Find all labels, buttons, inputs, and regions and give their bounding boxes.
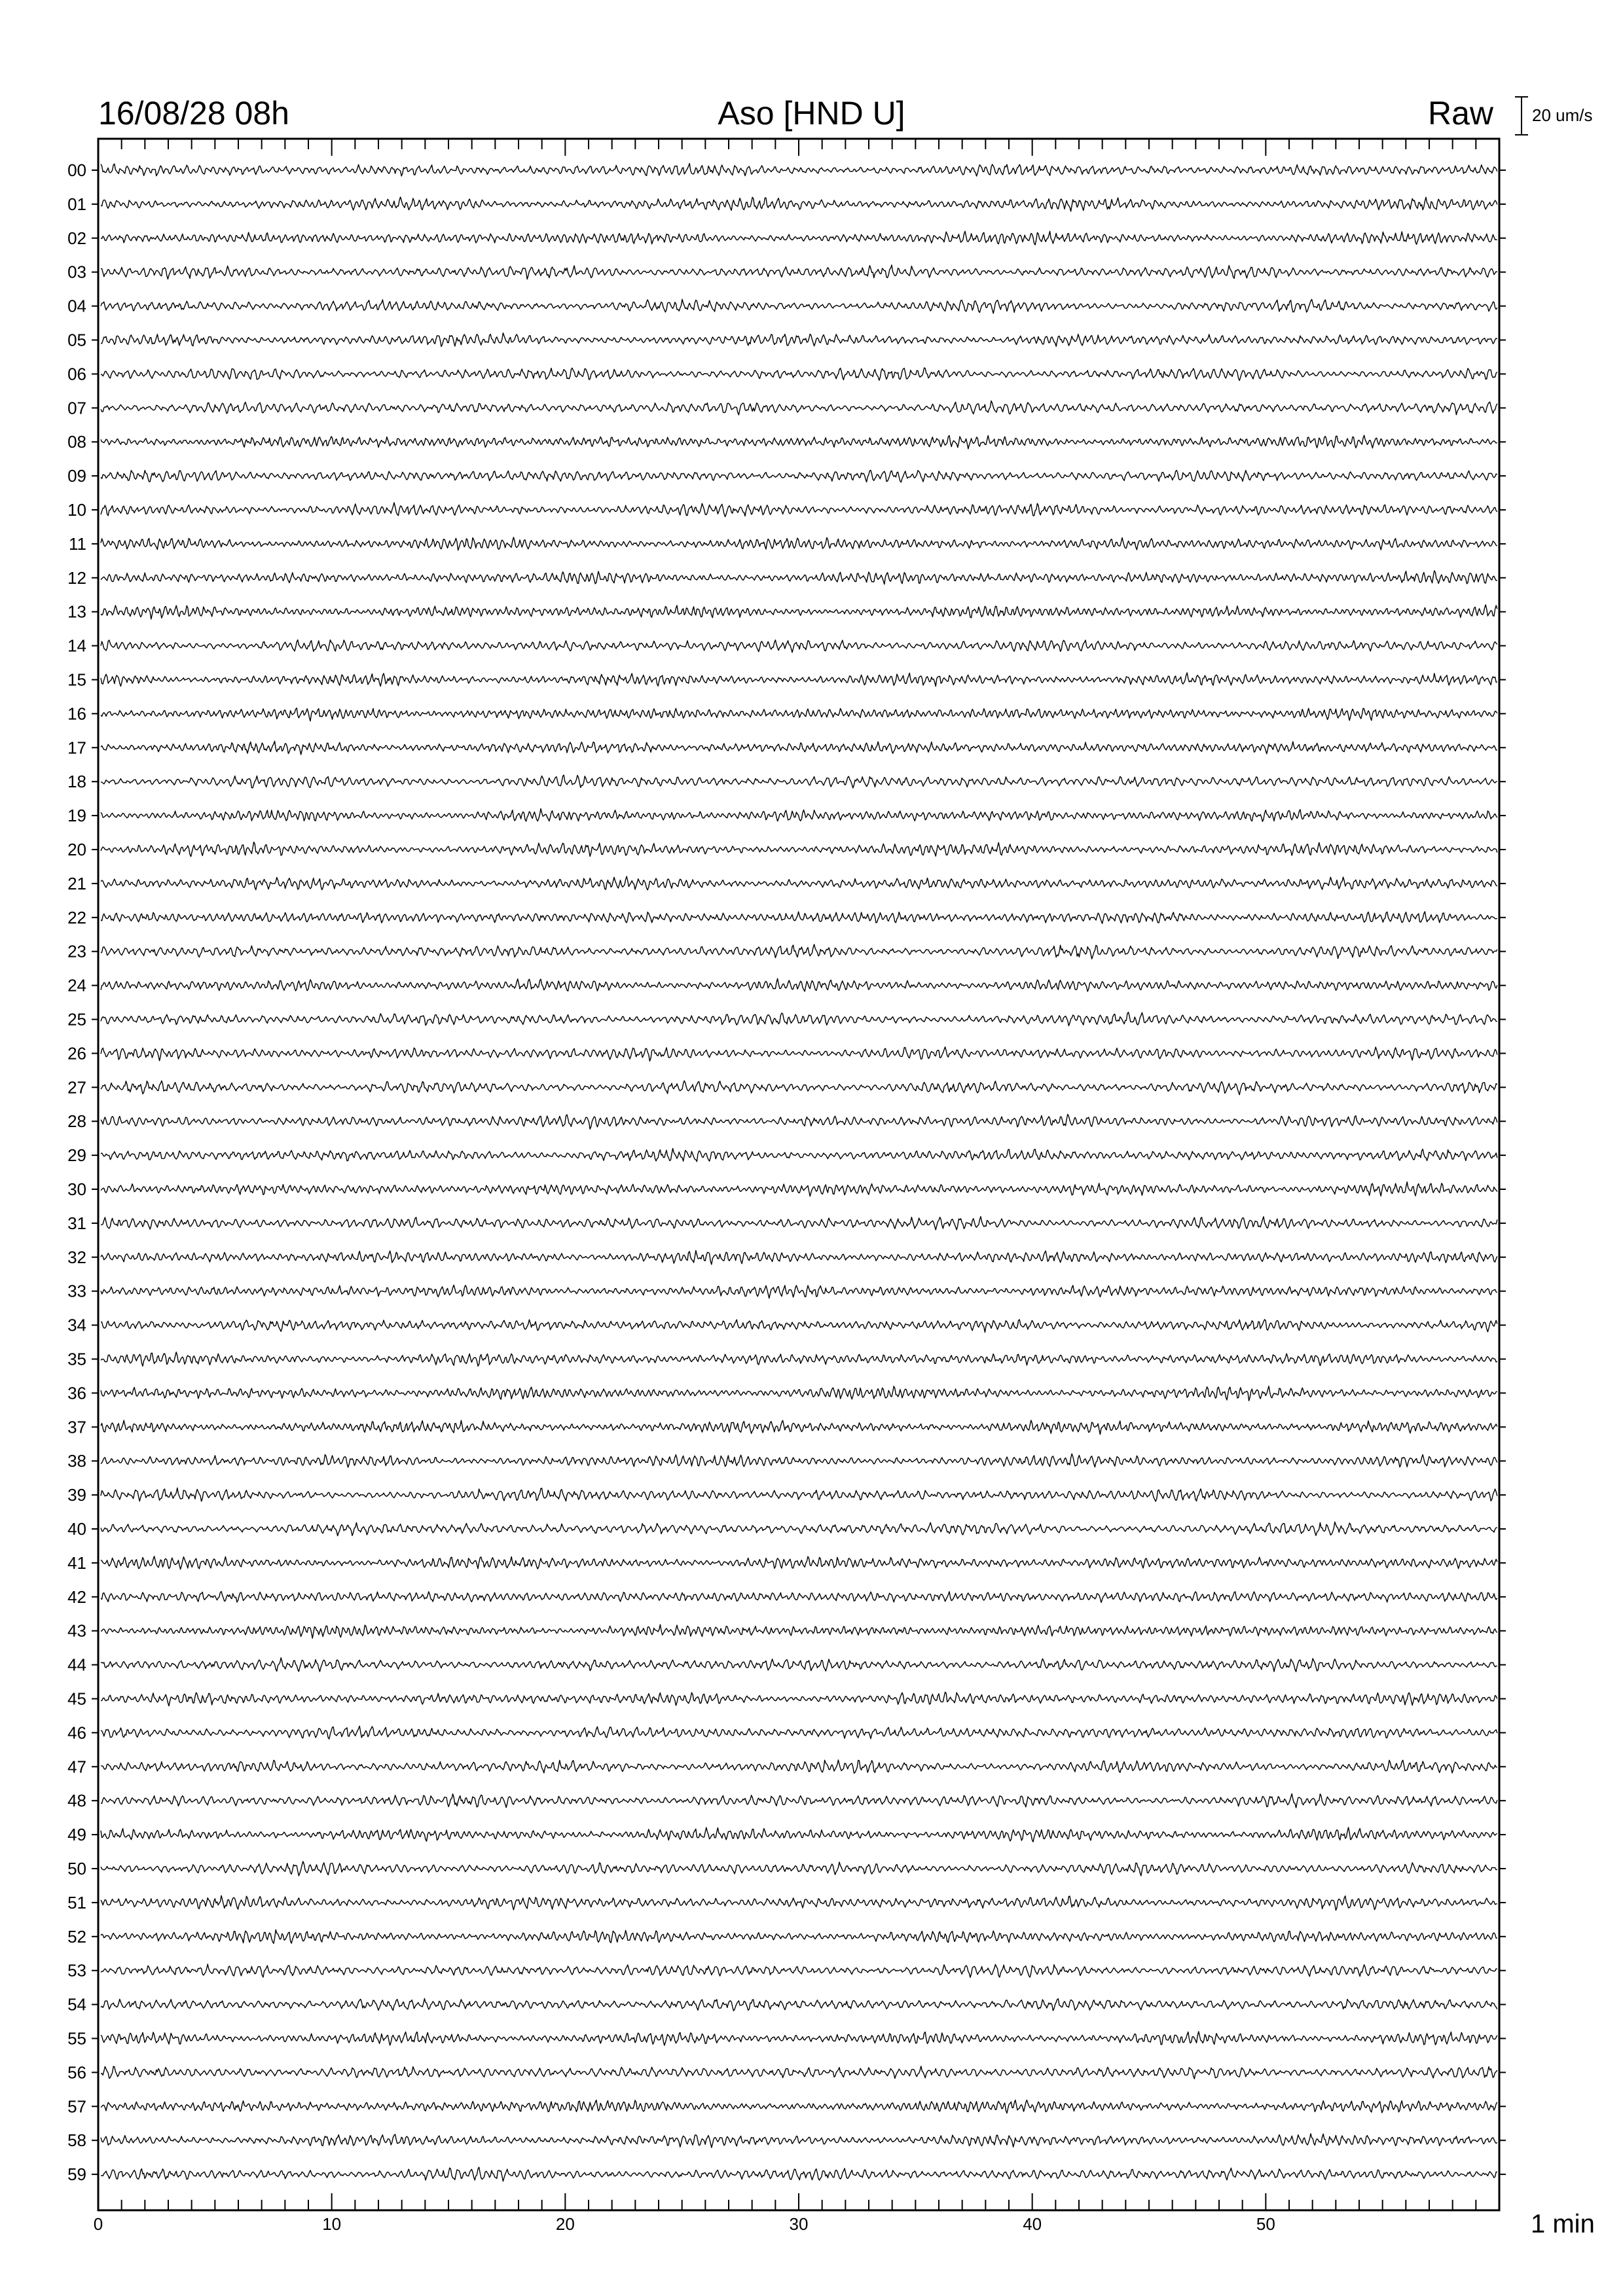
row-label: 36 xyxy=(67,1383,86,1403)
row-label: 38 xyxy=(67,1451,86,1471)
row-label: 42 xyxy=(67,1587,86,1607)
row-label: 01 xyxy=(67,194,86,214)
trace-line xyxy=(101,1319,1497,1333)
row-label: 20 xyxy=(67,840,86,859)
x-tick-label: 20 xyxy=(555,2214,575,2234)
trace-line xyxy=(101,299,1497,314)
trace-line xyxy=(101,944,1497,959)
row-label: 57 xyxy=(67,2096,86,2117)
trace-line xyxy=(101,471,1497,482)
row-label: 40 xyxy=(67,1519,86,1539)
trace-line xyxy=(101,1352,1497,1367)
row-label: 10 xyxy=(67,500,86,520)
trace-line xyxy=(101,197,1497,211)
row-label: 56 xyxy=(67,2062,86,2083)
trace-line xyxy=(101,775,1497,788)
row-label: 46 xyxy=(67,1723,86,1743)
trace-line xyxy=(101,741,1497,755)
row-label: 23 xyxy=(67,941,86,961)
row-label: 13 xyxy=(67,601,86,622)
row-label: 59 xyxy=(67,2164,86,2185)
row-label: 07 xyxy=(67,398,86,418)
row-label: 48 xyxy=(67,1791,86,1811)
row-label: 52 xyxy=(67,1926,86,1946)
row-label: 26 xyxy=(67,1043,86,1064)
row-label: 49 xyxy=(67,1825,86,1845)
trace-line xyxy=(101,1624,1497,1638)
x-axis-ticks xyxy=(94,139,1499,2234)
row-label: 00 xyxy=(67,160,86,180)
row-label: 09 xyxy=(67,466,86,486)
trace-line xyxy=(101,265,1497,279)
trace-line xyxy=(101,876,1497,890)
row-label: 37 xyxy=(67,1417,86,1437)
trace-line xyxy=(101,537,1497,550)
row-label: 18 xyxy=(67,772,86,792)
trace-line xyxy=(101,231,1497,245)
row-label: 43 xyxy=(67,1621,86,1641)
row-label: 03 xyxy=(67,262,86,282)
x-tick-label: 50 xyxy=(1256,2214,1275,2234)
trace-line xyxy=(101,1013,1497,1026)
row-label: 04 xyxy=(67,296,86,316)
trace-line xyxy=(101,2100,1497,2113)
trace-line xyxy=(101,1488,1497,1501)
trace-line xyxy=(101,1929,1497,1943)
datetime-title: 16/08/28 08h xyxy=(98,95,289,132)
row-label: 16 xyxy=(67,704,86,724)
trace-line xyxy=(101,2167,1497,2181)
trace-line xyxy=(101,1999,1497,2011)
trace-line xyxy=(101,1760,1497,1773)
row-label: 39 xyxy=(67,1485,86,1505)
row-label: 19 xyxy=(67,806,86,826)
trace-line xyxy=(101,2032,1497,2045)
trace-line xyxy=(101,1386,1497,1401)
trace-line xyxy=(101,164,1497,176)
trace-line xyxy=(101,2066,1497,2079)
row-label: 11 xyxy=(69,533,86,554)
row-label: 58 xyxy=(67,2130,86,2151)
row-label: 17 xyxy=(67,738,86,758)
trace-line xyxy=(101,1861,1497,1876)
trace-line xyxy=(101,1420,1497,1435)
row-label: 41 xyxy=(67,1552,86,1573)
row-label: 05 xyxy=(67,330,86,350)
trace-line xyxy=(101,1217,1497,1230)
trace-line xyxy=(101,333,1497,347)
row-label: 15 xyxy=(67,670,86,690)
row-label: 14 xyxy=(67,636,86,656)
trace-line xyxy=(101,401,1497,414)
trace-line xyxy=(101,1454,1497,1467)
trace-line xyxy=(101,1726,1497,1739)
row-label: 02 xyxy=(67,228,86,248)
row-label: 21 xyxy=(67,873,86,893)
trace-line xyxy=(101,1081,1497,1094)
trace-line xyxy=(101,1047,1497,1062)
row-label: 54 xyxy=(67,1994,86,2015)
trace-line xyxy=(101,1895,1497,1910)
row-label: 06 xyxy=(67,364,86,384)
trace-line xyxy=(101,1556,1497,1570)
trace-line xyxy=(101,1592,1497,1603)
trace-line xyxy=(101,1658,1497,1672)
trace-line xyxy=(101,842,1497,857)
scale-bar-label: 20 um/s xyxy=(1532,105,1593,125)
trace-line xyxy=(101,978,1497,992)
row-label: 12 xyxy=(67,567,86,588)
trace-line xyxy=(101,1964,1497,1977)
trace-line xyxy=(101,1149,1497,1162)
trace-line xyxy=(101,1692,1497,1706)
row-label: 51 xyxy=(67,1892,86,1912)
trace-line xyxy=(101,368,1497,380)
trace-line xyxy=(101,1285,1497,1298)
x-tick-label: 0 xyxy=(93,2214,103,2234)
row-label: 34 xyxy=(67,1315,86,1335)
x-unit-label: 1 min xyxy=(1531,2210,1595,2238)
row-label: 47 xyxy=(67,1757,86,1777)
trace-line xyxy=(101,503,1497,517)
trace-line xyxy=(101,1794,1497,1808)
trace-rows xyxy=(67,160,1506,2184)
trace-line xyxy=(101,1251,1497,1265)
row-label: 22 xyxy=(67,907,86,927)
trace-line xyxy=(101,2134,1497,2147)
row-label: 33 xyxy=(67,1281,86,1301)
mode-label: Raw xyxy=(1427,95,1493,132)
row-label: 28 xyxy=(67,1111,86,1132)
x-tick-label: 10 xyxy=(322,2214,342,2234)
x-tick-label: 40 xyxy=(1023,2214,1042,2234)
trace-line xyxy=(101,1182,1497,1196)
trace-line xyxy=(101,912,1497,924)
row-label: 50 xyxy=(67,1859,86,1878)
trace-line xyxy=(101,605,1497,619)
row-label: 29 xyxy=(67,1145,86,1166)
trace-line xyxy=(101,571,1497,584)
row-label: 55 xyxy=(67,2028,86,2049)
row-label: 35 xyxy=(67,1349,86,1369)
row-label: 31 xyxy=(67,1213,86,1233)
station-title: Aso [HND U] xyxy=(718,95,905,132)
x-tick-label: 30 xyxy=(789,2214,809,2234)
trace-line xyxy=(101,640,1497,653)
trace-line xyxy=(101,1522,1497,1535)
row-label: 44 xyxy=(67,1655,86,1675)
row-label: 24 xyxy=(67,975,86,996)
trace-line xyxy=(101,435,1497,449)
row-label: 27 xyxy=(67,1077,86,1098)
trace-line xyxy=(101,673,1497,687)
row-label: 25 xyxy=(67,1009,86,1030)
trace-line xyxy=(101,708,1497,721)
trace-line xyxy=(101,1114,1497,1129)
row-label: 45 xyxy=(67,1689,86,1709)
row-label: 30 xyxy=(67,1179,86,1199)
row-label: 53 xyxy=(67,1960,86,1981)
row-label: 32 xyxy=(67,1247,86,1267)
row-label: 08 xyxy=(67,432,86,452)
trace-line xyxy=(101,809,1497,822)
trace-line xyxy=(101,1827,1497,1842)
